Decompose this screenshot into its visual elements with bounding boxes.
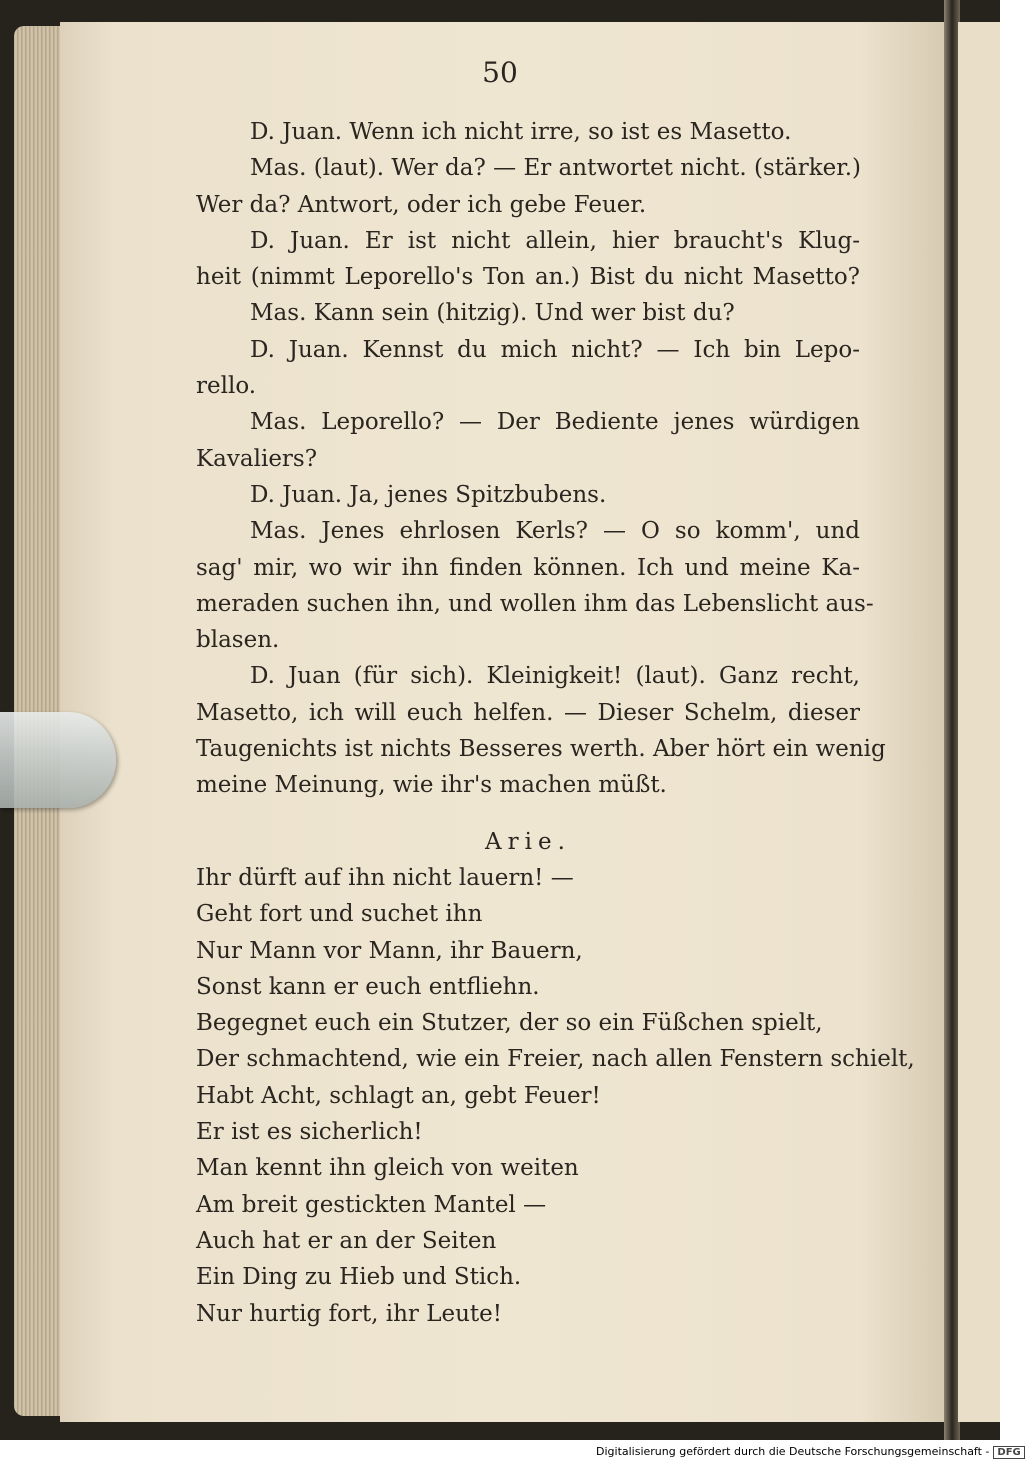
dialogue-block <box>196 114 886 804</box>
page-clip <box>0 712 116 808</box>
text-line: Mas. Jenes ehrlosen Kerls? — O so komm', und <box>250 518 860 545</box>
verse-line: Auch hat er an der Seiten <box>196 1227 497 1254</box>
verse-line: Ihr dürft auf ihn nicht lauern! — <box>196 864 574 891</box>
text-line: D. Juan. Er ist nicht allein, hier braucht's Klug- <box>250 227 860 254</box>
page-number: 50 <box>482 56 518 89</box>
text-line: Masetto, ich will euch helfen. — Dieser Schelm, dieser <box>196 699 860 726</box>
verse-line: Ein Ding zu Hieb und Stich. <box>196 1264 522 1291</box>
verse-line: Man kennt ihn gleich von weiten <box>196 1155 579 1182</box>
text-line: Mas. Leporello? — Der Bediente jenes würdigen <box>250 409 860 436</box>
footer-text: Digitalisierung gefördert durch die Deutsche Forschungsgemeinschaft - <box>596 1445 990 1458</box>
aria-heading: Arie. <box>485 828 571 855</box>
verse-line: Geht fort und suchet ihn <box>196 901 483 928</box>
dfg-logo: DFG <box>993 1446 1024 1459</box>
text-line: blasen. <box>196 627 280 654</box>
text-line: D. Juan (für sich). Kleinigkeit! (laut). Ganz recht, <box>250 663 860 690</box>
verse-line: Habt Acht, schlagt an, gebt Feuer! <box>196 1082 601 1109</box>
section-spacer <box>196 804 860 824</box>
page-text <box>196 114 915 1332</box>
text-line: Kavaliers? <box>196 445 318 472</box>
verse-line: Nur Mann vor Mann, ihr Bauern, <box>196 937 583 964</box>
text-line: meine Meinung, wie ihr's machen müßt. <box>196 772 667 799</box>
verse-line: Er ist es sicherlich! <box>196 1119 423 1146</box>
footer-credit <box>596 1445 1025 1459</box>
verse-line: Sonst kann er euch entfliehn. <box>196 973 540 1000</box>
text-line: meraden suchen ihn, und wollen ihm das Lebenslicht aus- <box>196 590 874 617</box>
text-line: D. Juan. Ja, jenes Spitzbubens. <box>250 481 607 508</box>
aria-verses <box>196 860 915 1332</box>
verse-line: Am breit gestickten Mantel — <box>196 1191 547 1218</box>
text-line: Wer da? Antwort, oder ich gebe Feuer. <box>196 191 647 218</box>
text-line: heit (nimmt Leporello's Ton an.) Bist du nicht Masetto? <box>196 264 860 291</box>
text-line: D. Juan. Kennst du mich nicht? — Ich bin Lepo- <box>250 336 860 363</box>
text-line: Mas. (laut). Wer da? — Er antwortet nicht. (stärker.) <box>250 155 862 182</box>
text-line: Mas. Kann sein (hitzig). Und wer bist du? <box>250 300 735 327</box>
next-page-edge <box>958 22 1000 1422</box>
text-line: sag' mir, wo wir ihn finden können. Ich und meine Ka- <box>196 554 860 581</box>
text-line: Taugenichts ist nichts Besseres werth. Aber hört ein wenig <box>196 736 886 763</box>
verse-line: Nur hurtig fort, ihr Leute! <box>196 1300 502 1327</box>
verse-line: Begegnet euch ein Stutzer, der so ein Füßchen spielt, <box>196 1010 823 1037</box>
verse-line: Der schmachtend, wie ein Freier, nach allen Fenstern schielt, <box>196 1046 915 1073</box>
text-line: rello. <box>196 373 257 400</box>
text-line: D. Juan. Wenn ich nicht irre, so ist es Masetto. <box>250 119 792 145</box>
